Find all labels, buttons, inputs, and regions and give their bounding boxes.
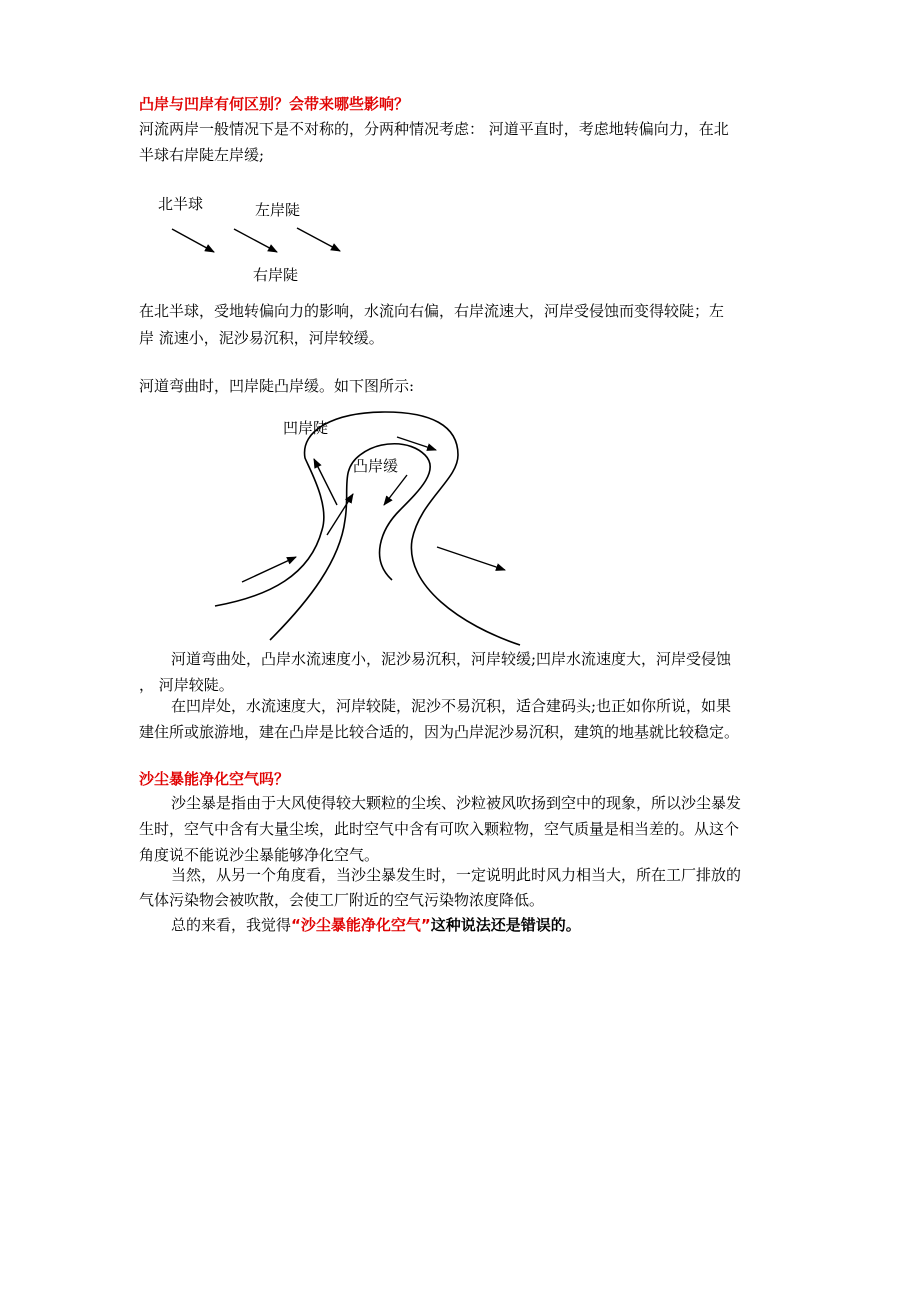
- arrow-outflow: [437, 547, 505, 570]
- arrow-down: [384, 475, 407, 505]
- s2-conclusion: [171, 912, 581, 938]
- arrow-flow-3: [297, 228, 340, 251]
- para5-line-1: 在凹岸处，水流速度大，河岸较陡，泥沙不易沉积，适合建码头;也正如你所说，如果: [171, 697, 732, 715]
- label-northern-hemisphere: 北半球: [158, 195, 204, 213]
- conclusion-quote: “沙尘暴能净化空气”: [291, 916, 431, 934]
- s2-para1-line-1: 沙尘暴是指由于大风使得较大颗粒的尘埃、沙粒被风吹扬到空中的现象，所以沙尘暴发: [171, 794, 742, 812]
- para2-line-2: 岸 流速小，泥沙易沉积，河岸较缓。: [139, 329, 384, 347]
- inner-bank-right: [270, 444, 430, 640]
- intro-line-2: 半球右岸陡左岸缓;: [139, 146, 265, 164]
- heading-sandstorm: 沙尘暴能净化空气吗？: [139, 770, 290, 788]
- para2-line-1: 在北半球，受地转偏向力的影响，水流向右偏，右岸流速大，河岸受侵蚀而变得较陡；左: [139, 302, 725, 320]
- label-concave-steep: 凹岸陡: [283, 419, 329, 437]
- s2-para2-line-1: 当然，从另一个角度看，当沙尘暴发生时，一定说明此时风力相当大，所在工厂排放的: [171, 866, 742, 884]
- conclusion-prefix: 总的来看，我觉得: [171, 916, 292, 934]
- label-right-bank-steep: 右岸陡: [253, 266, 299, 284]
- diagram-meander: [215, 412, 520, 645]
- para3: 河道弯曲时，凹岸陡凸岸缓。如下图所示:: [139, 377, 415, 395]
- arrow-flow-1: [172, 229, 214, 252]
- arrow-up-1: [327, 494, 353, 535]
- para5-line-2: 建住所或旅游地，建在凸岸是比较合适的，因为凸岸泥沙易沉积，建筑的地基就比较稳定。: [139, 723, 740, 741]
- s2-para1-line-2: 生时，空气中含有大量尘埃，此时空气中含有可吹入颗粒物，空气质量是相当差的。从这个: [139, 820, 740, 838]
- conclusion-suffix: 这种说法还是错误的。: [430, 916, 581, 934]
- arrow-up-2: [314, 459, 337, 505]
- outer-bank-left: [215, 412, 520, 645]
- label-convex-gentle: 凸岸缓: [353, 457, 399, 475]
- heading-banks: 凸岸与凹岸有何区别？会带来哪些影响？: [139, 95, 410, 113]
- label-left-bank-steep: 左岸陡: [255, 201, 301, 219]
- para4-line-2: ， 河岸较陡。: [139, 676, 234, 694]
- s2-para1-line-3: 角度说不能说沙尘暴能够净化空气。: [139, 846, 380, 864]
- arrow-top: [397, 437, 436, 450]
- para4-line-1: 河道弯曲处，凸岸水流速度小，泥沙易沉积，河岸较缓;凹岸水流速度大，河岸受侵蚀: [171, 650, 732, 668]
- intro-line-1: 河流两岸一般情况下是不对称的，分两种情况考虑： 河道平直时，考虑地转偏向力，在北: [139, 120, 729, 138]
- arrow-flow-2: [234, 229, 277, 252]
- arrow-inflow: [242, 557, 296, 582]
- s2-para2-line-2: 气体污染物会被吹散，会使工厂附近的空气污染物浓度降低。: [139, 891, 545, 909]
